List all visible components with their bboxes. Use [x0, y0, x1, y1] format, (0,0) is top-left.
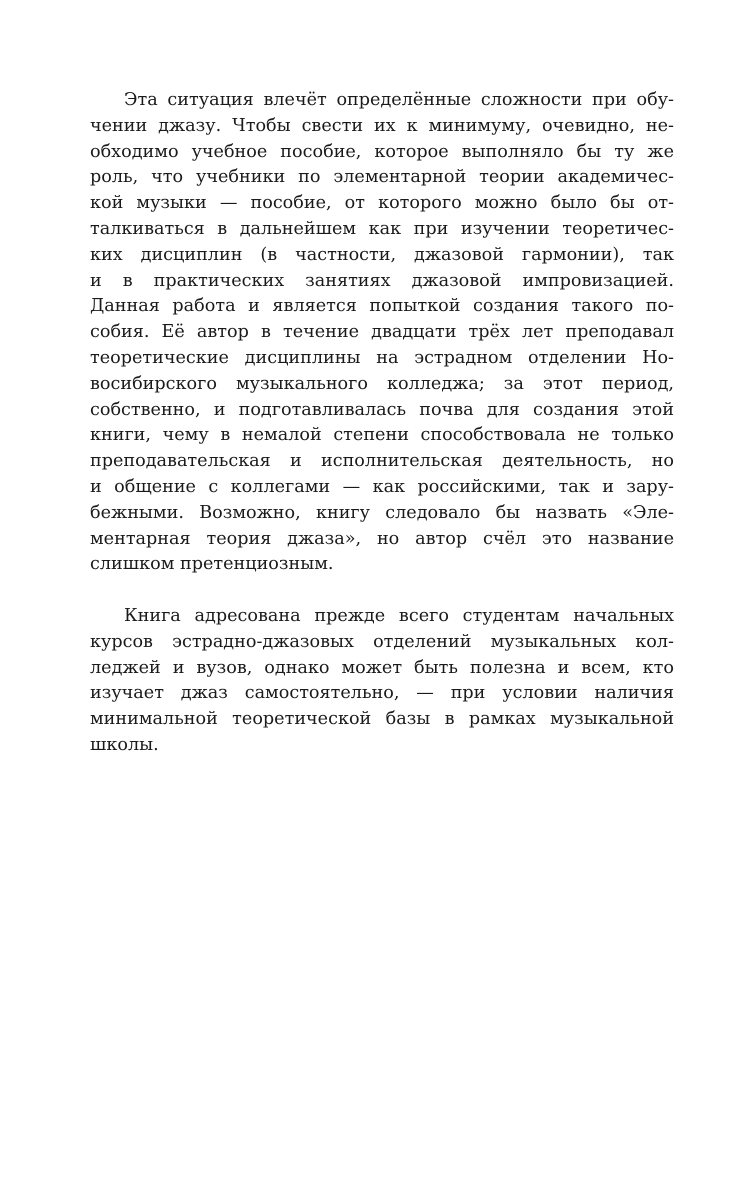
text-line: слишком претенциозным. [90, 554, 334, 575]
text-line: обходимо учебное пособие, которое выполняло бы ту же [90, 141, 674, 162]
text-line: курсов эстрадно-джазовых отделений музыкальных кол- [90, 631, 674, 652]
text-line: собия. Её автор в течение двадцати трёх лет преподавал [90, 322, 674, 343]
text-line: кой музыки — пособие, от которого можно было бы от- [90, 193, 674, 214]
text-line: теоретические дисциплины на эстрадном отделении Но- [90, 347, 674, 368]
text-line: ментарная теория джаза», но автор счёл это название [90, 528, 674, 549]
text-line: талкиваться в дальнейшем как при изучении теоретичес- [90, 218, 674, 239]
text-line: ких дисциплин (в частности, джазовой гармонии), так [90, 244, 674, 265]
text-line: и общение с коллегами — как российскими, так и зару- [90, 476, 674, 497]
text-line: Эта ситуация влечёт определённые сложности при обу- [124, 90, 674, 110]
text-line: изучает джаз самостоятельно, — при условии наличия [90, 683, 674, 704]
paragraph-2 [90, 604, 674, 759]
page-body [90, 88, 674, 759]
paragraph-1 [90, 88, 674, 578]
text-line: чении джазу. Чтобы свести их к минимуму, очевидно, не- [90, 115, 674, 136]
text-line: и в практических занятиях джазовой импровизацией. [90, 270, 674, 291]
text-line: книги, чему в немалой степени способствовала не только [90, 425, 674, 446]
text-line: роль, что учебники по элементарной теории академичес- [90, 167, 674, 188]
text-line: минимальной теоретической базы в рамках музыкальной [90, 709, 674, 730]
text-line: Данная работа и является попыткой создания такого по- [90, 296, 674, 317]
text-line: школы. [90, 734, 159, 755]
text-line: восибирского музыкального колледжа; за этот период, [90, 373, 674, 394]
text-line: собственно, и подготавливалась почва для создания этой [90, 399, 674, 420]
text-line: Книга адресована прежде всего студентам начальных [124, 605, 674, 626]
text-line: бежными. Возможно, книгу следовало бы назвать «Эле- [90, 502, 674, 523]
text-line: преподавательская и исполнительская деятельность, но [90, 451, 674, 472]
text-line: леджей и вузов, однако может быть полезна и всем, кто [90, 657, 674, 678]
